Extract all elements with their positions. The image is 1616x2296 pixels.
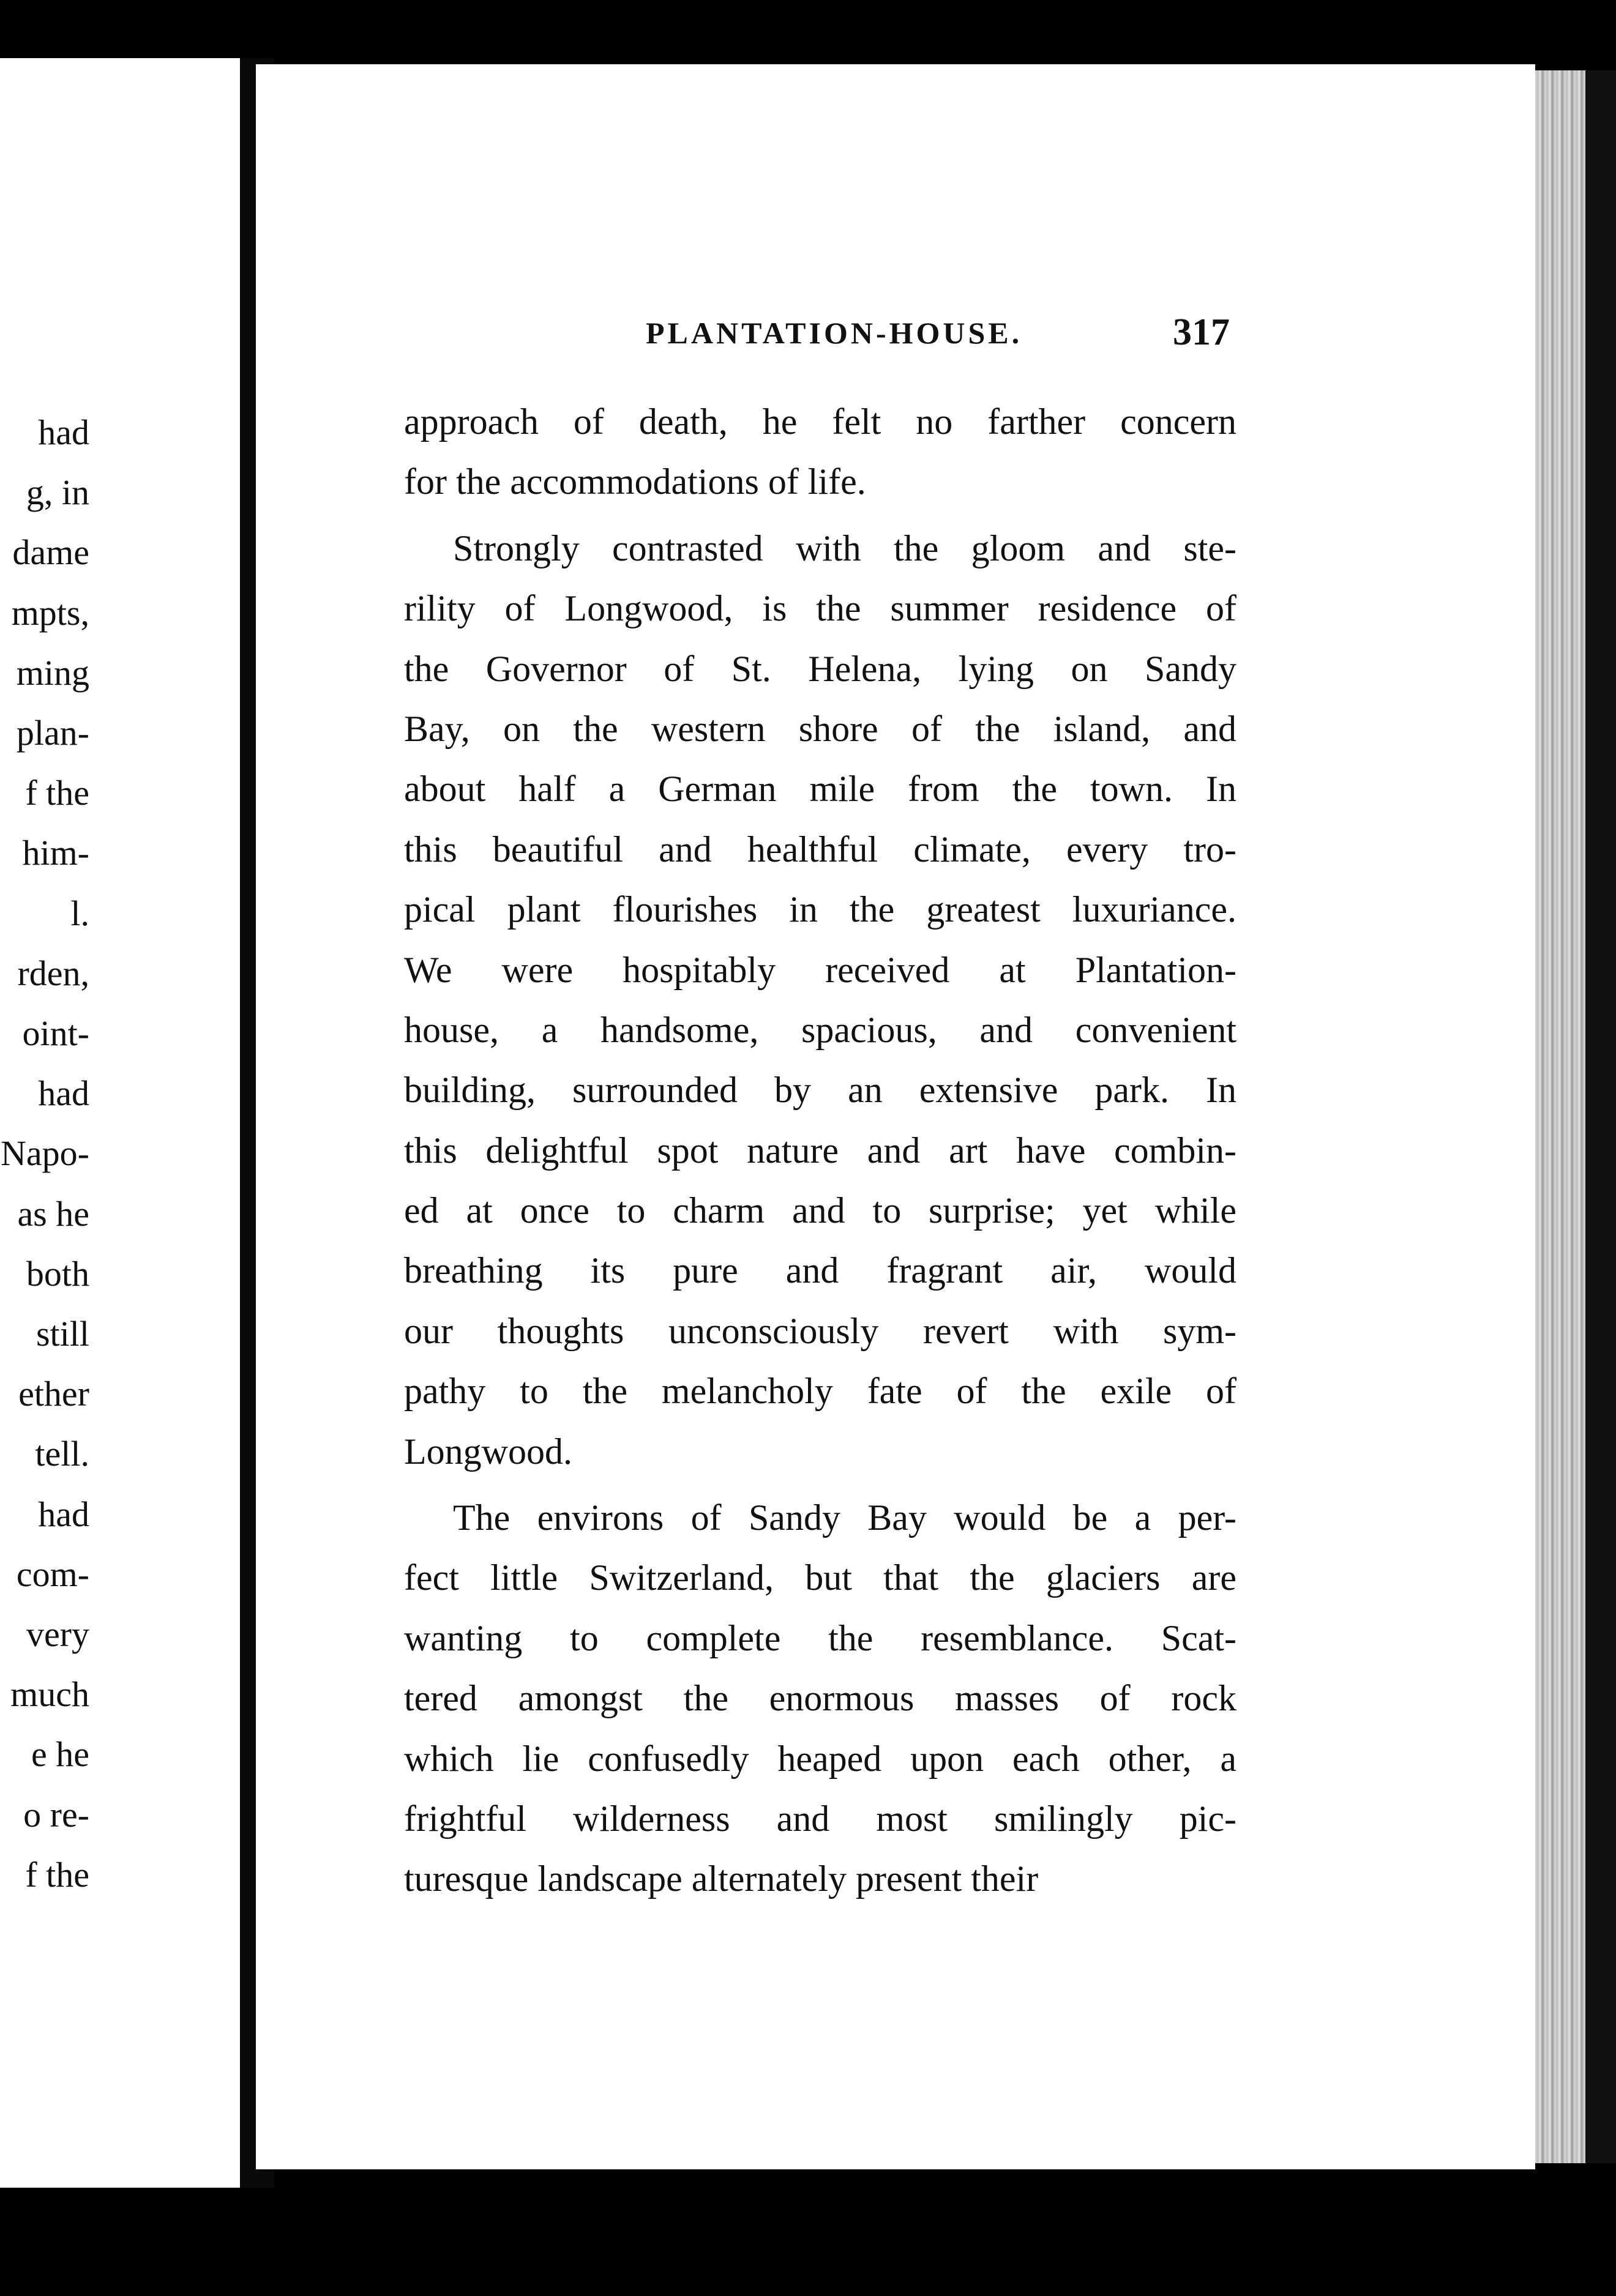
text-line: breathing its pure and fragrant air, would — [404, 1250, 1236, 1291]
left-page-line: o re- — [23, 1794, 89, 1835]
text-line: tered amongst the enormous masses of rock — [404, 1678, 1236, 1719]
text-line: Longwood. — [404, 1431, 572, 1472]
left-page-line: f the — [25, 1854, 89, 1895]
text-line: fect little Switzerland, but that the glaciers are — [404, 1557, 1236, 1598]
left-page-line: ether — [18, 1374, 89, 1414]
left-page-line: f the — [25, 773, 89, 813]
left-page-line: oint- — [22, 1013, 89, 1053]
page-number: 317 — [1173, 311, 1230, 353]
left-page-line: dame — [12, 532, 89, 573]
text-line: which lie confusedly heaped upon each other, a — [404, 1738, 1236, 1779]
text-line: ed at once to charm and to surprise; yet while — [404, 1190, 1236, 1231]
left-page-line: tell. — [35, 1434, 89, 1474]
left-page-line: ming — [16, 652, 89, 693]
text-line: turesque landscape alternately present their — [404, 1858, 1039, 1899]
left-page-line: g, in — [26, 472, 89, 513]
text-line: pical plant flourishes in the greatest luxuriance. — [404, 889, 1236, 930]
left-facing-page — [0, 58, 240, 2188]
text-line: We were hospitably received at Plantation- — [404, 949, 1236, 990]
left-page-line: still — [36, 1314, 89, 1354]
body-text — [404, 392, 1236, 1909]
running-head: PLANTATION-HOUSE. — [646, 316, 1023, 350]
text-line: house, a handsome, spacious, and convenient — [404, 1009, 1236, 1050]
left-page-line: very — [26, 1614, 89, 1654]
left-page-line: him- — [22, 833, 89, 873]
text-line: The environs of Sandy Bay would be a per- — [453, 1497, 1236, 1538]
left-page-line: mpts, — [11, 592, 89, 633]
left-page-line: had — [38, 1073, 89, 1114]
left-page-line: had — [38, 1494, 89, 1534]
text-line: this delightful spot nature and art have combin- — [404, 1130, 1236, 1171]
text-line: our thoughts unconsciously revert with sym- — [404, 1310, 1236, 1351]
left-page-line: had — [38, 412, 89, 452]
text-line: Bay, on the western shore of the island, and — [404, 708, 1236, 749]
left-page-text-fragments — [0, 58, 240, 2188]
left-page-line: both — [26, 1253, 89, 1294]
text-line: for the accommodations of life. — [404, 461, 866, 502]
left-page-line: as he — [17, 1193, 89, 1234]
left-page-line: e he — [31, 1734, 89, 1775]
paragraph-gap — [404, 512, 1236, 518]
text-line: frightful wilderness and most smilingly pic- — [404, 1798, 1236, 1839]
text-line: this beautiful and healthful climate, every tro- — [404, 829, 1236, 870]
text-line: pathy to the melancholy fate of the exile of — [404, 1371, 1236, 1412]
paragraph-gap — [404, 1482, 1236, 1488]
left-page-line: rden, — [17, 953, 89, 993]
page-edge-shadow — [1585, 70, 1616, 2163]
left-page-line: com- — [16, 1554, 89, 1594]
text-line: the Governor of St. Helena, lying on Sandy — [404, 648, 1236, 689]
text-line: approach of death, he felt no farther concern — [404, 401, 1236, 442]
left-page-line: much — [10, 1674, 89, 1715]
text-line: building, surrounded by an extensive park. In — [404, 1070, 1236, 1111]
left-page-line: l. — [70, 893, 89, 933]
left-page-line: Napo- — [1, 1133, 89, 1174]
text-line: about half a German mile from the town. In — [404, 769, 1236, 810]
text-line: Strongly contrasted with the gloom and ste- — [453, 527, 1236, 568]
text-line: wanting to complete the resemblance. Scat- — [404, 1617, 1236, 1658]
left-page-line: plan- — [16, 713, 89, 753]
text-line: rility of Longwood, is the summer residence of — [404, 588, 1236, 629]
